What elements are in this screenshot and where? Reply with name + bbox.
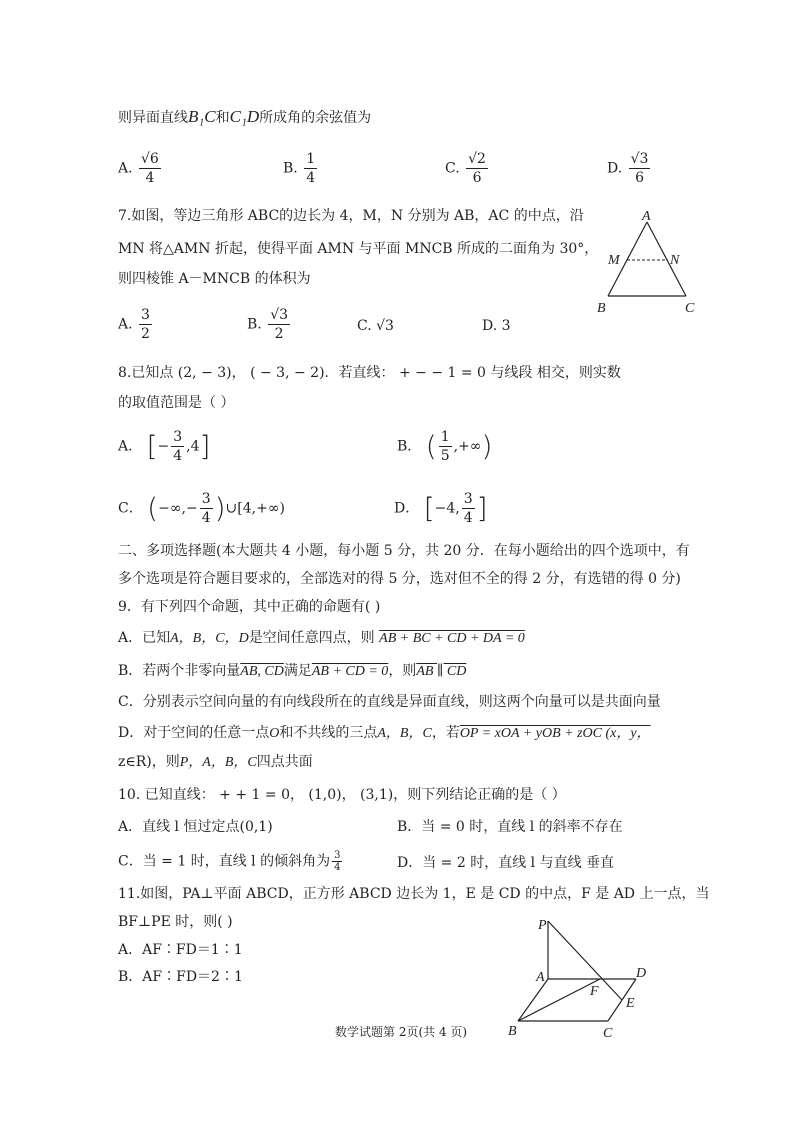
q8-option-a: A． [− $\frac{3}{4}$ ,4] [118, 429, 211, 464]
q9-option-c: C．分别表示空间向量的有向线段所在的直线是异面直线，则这两个向量可以是共面向量 [118, 694, 661, 710]
q11-label-c: C [603, 1026, 613, 1041]
q7-option-c: C. √3 [357, 318, 394, 334]
q7-label-m: M [608, 253, 620, 268]
q11-option-b: B．AF∶FD＝2∶1 [118, 969, 243, 985]
q11-label-f: F [590, 984, 599, 999]
q7-label-c: C [685, 301, 695, 316]
q9-option-b: B．若两个非零向量AB, CD满足AB + CD = 0，则AB ∥ CD [118, 663, 467, 679]
q7-line3: 则四棱锥 A－MNCB 的体积为 [118, 271, 311, 287]
q10-option-a: A．直线 l 恒过定点(0,1) [118, 819, 273, 835]
q7-label-n: N [670, 253, 680, 268]
q10-option-c: C．当 = 1 时，直线 l 的倾斜角为 $\frac{3}{4}$ [118, 850, 341, 873]
q10-option-b: B．当 = 0 时，直线 l 的斜率不存在 [397, 819, 623, 835]
q7-line1: 7.如图，等边三角形 ABC的边长为 4，M，N 分别为 AB，AC 的中点，沿 [118, 208, 584, 224]
section2-line2: 多个选项是符合题目要求的，全部选对的得 5 分，选对但不全的得 2 分，有选错的得 0 分) [118, 571, 681, 587]
q9-stem: 9．有下列四个命题，其中正确的命题有( ) [118, 599, 381, 615]
q11-label-p: P [538, 918, 547, 933]
q11-label-b: B [508, 1024, 517, 1039]
q7-label-b: B [597, 301, 606, 316]
q7-triangle-figure [590, 208, 720, 318]
q8-option-c: C． (−∞,− $\frac{3}{4}$ )∪[4,+∞) [118, 491, 285, 526]
q10-stem: 10. 已知直线： + + 1 = 0， (1,0)， (3,1)，则下列结论正确的是（ ） [118, 787, 566, 803]
q6-option-a: A. $\frac{√6}{4}$ [118, 151, 159, 186]
q8-line2: 的取值范围是（ ） [118, 395, 235, 411]
q6-option-c: C. $\frac{√2}{6}$ [445, 151, 486, 186]
q7-line2: MN 将△AMN 折起，使得平面 AMN 与平面 MNCB 所成的二面角为 30°， [118, 241, 599, 257]
q6-option-b: B. $\frac{1}{4}$ [283, 151, 316, 186]
q11-label-a: A [536, 970, 545, 985]
q8-option-b: B． ( $\frac{1}{5}$ ,+∞) [397, 429, 493, 464]
q7-option-d: D. 3 [482, 318, 511, 334]
q8-option-d: D． [−4, $\frac{3}{4}$ ] [394, 491, 488, 526]
q9-option-d-cont: z∈R)，则P，A，B，C四点共面 [118, 754, 313, 770]
q9-option-d: D．对于空间的任意一点O和不共线的三点A，B，C，若OP = xOA + yOB + zOC (x，y， [118, 725, 651, 741]
q9-option-a: A．已知A，B，C，D是空间任意四点，则 AB + BC + CD + DA = 0 [118, 630, 525, 646]
q10-option-d: D．当 = 2 时，直线 l 与直线 垂直 [397, 855, 615, 871]
q6-option-d: D. $\frac{√3}{6}$ [607, 151, 649, 186]
q7-label-a: A [642, 209, 651, 224]
q8-line1: 8.已知点 (2, − 3)， ( − 3, − 2)．若直线： + − − 1 = 0 与线段 相交，则实数 [118, 365, 621, 381]
q11-label-e: E [626, 996, 635, 1011]
page-footer: 数学试题第 2页(共 4 页) [335, 1025, 468, 1039]
section2-line1: 二、多项选择题(本大题共 4 小题，每小题 5 分，共 20 分．在每小题给出的四个选项中，有 [118, 543, 690, 559]
q11-line1: 11.如图，PA⊥平面 ABCD，正方形 ABCD 边长为 1，E 是 CD 的中点，F 是 AD 上一点，当 [118, 886, 710, 902]
q11-option-a: A．AF∶FD＝1∶1 [118, 942, 243, 958]
q11-pyramid-figure [500, 915, 670, 1045]
q11-line2: BF⊥PE 时，则( ) [118, 914, 233, 930]
q6-stem: 则异面直线B₁C和C₁D所成角的余弦值为 [118, 107, 372, 126]
q11-label-d: D [636, 966, 647, 981]
q7-option-a: A. $\frac{3}{2}$ [118, 307, 150, 342]
q7-option-b: B. $\frac{√3}{2}$ [247, 307, 289, 342]
